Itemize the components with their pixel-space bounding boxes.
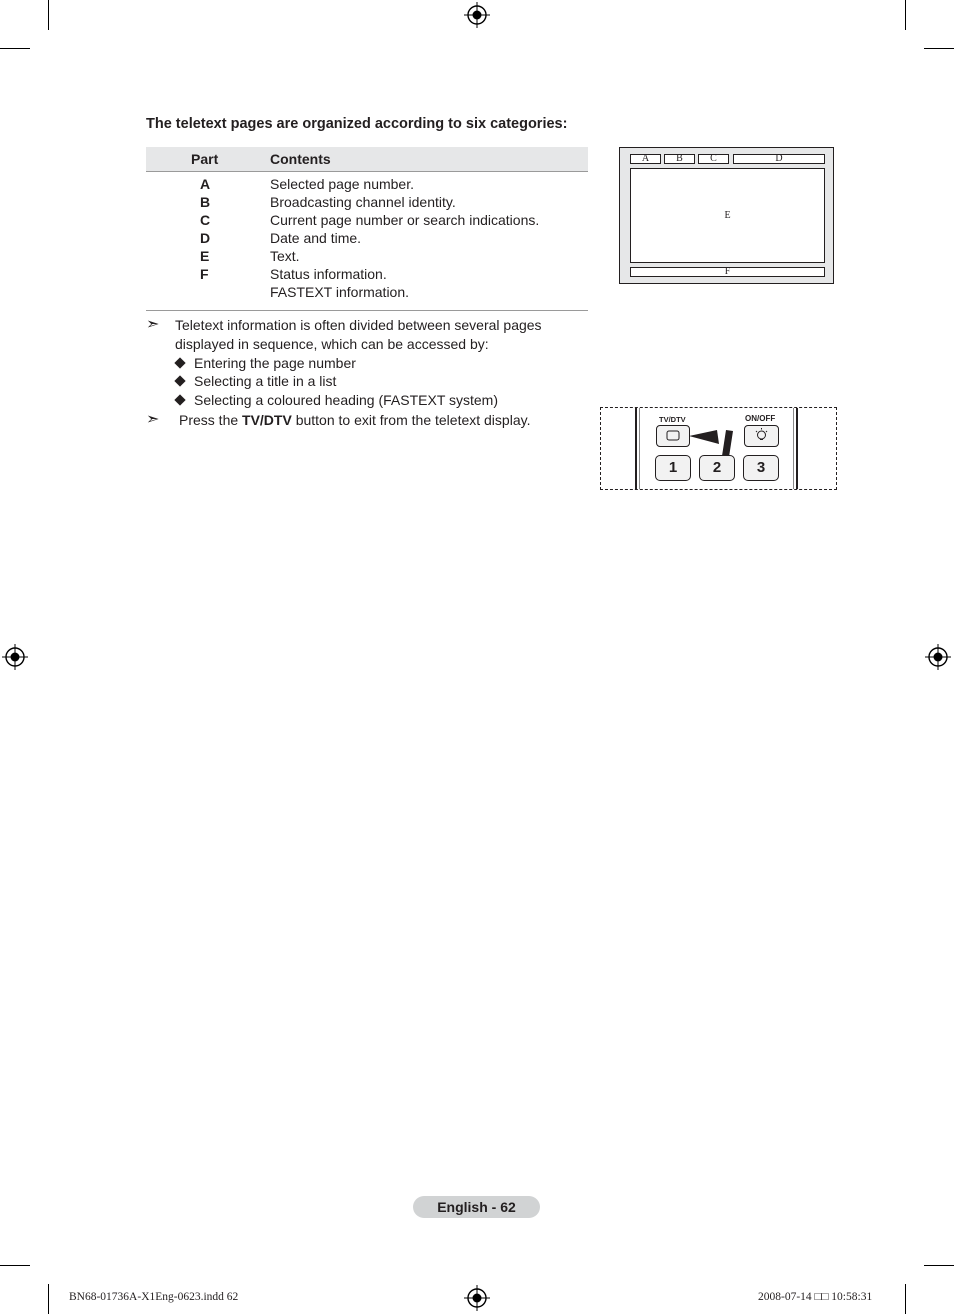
diagram-part-e: E xyxy=(630,168,825,263)
column-header-part: Part xyxy=(191,151,219,167)
part-letter: E xyxy=(200,248,210,264)
tv-icon xyxy=(657,426,689,446)
onoff-button[interactable] xyxy=(744,425,779,447)
part-description: Text. xyxy=(270,248,300,264)
part-description: Date and time. xyxy=(270,230,362,246)
lightbulb-icon xyxy=(745,426,778,446)
section-heading: The teletext pages are organized according to six categories: xyxy=(146,116,568,132)
part-letter: A xyxy=(200,176,211,192)
teletext-layout-diagram xyxy=(619,147,834,284)
page-number-badge: English - 62 xyxy=(413,1196,540,1218)
part-letter: F xyxy=(200,266,209,282)
part-letter: B xyxy=(200,194,211,210)
bullet-item: Entering the page number xyxy=(176,355,356,371)
bullet-item: Selecting a title in a list xyxy=(176,373,336,389)
diagram-part-f: F xyxy=(630,267,825,277)
part-letter: D xyxy=(200,230,211,246)
part-description: Selected page number. xyxy=(270,176,414,192)
number-key-3[interactable]: 3 xyxy=(743,455,779,481)
part-description: Status information. xyxy=(270,266,387,282)
table-header xyxy=(146,147,588,172)
tvdtv-button-name: TV/DTV xyxy=(242,412,292,428)
diamond-bullet-icon xyxy=(174,394,185,405)
registration-mark-icon xyxy=(2,644,28,670)
number-key-2[interactable]: 2 xyxy=(699,455,735,481)
tvdtv-button[interactable] xyxy=(656,425,690,447)
footer-timestamp: 2008-07-14 □□ 10:58:31 xyxy=(758,1291,873,1303)
diamond-bullet-icon xyxy=(174,357,185,368)
diagram-part-c: C xyxy=(698,154,729,164)
diagram-part-b: B xyxy=(664,154,695,164)
diagram-part-d: D xyxy=(733,154,825,164)
note-exit-teletext: ➣ Press the TV/DTV button to exit from the teletext display. xyxy=(146,411,531,428)
part-letter: C xyxy=(200,212,211,228)
registration-mark-icon xyxy=(464,2,490,28)
part-description: Current page number or search indications. xyxy=(270,212,540,228)
note-arrow-icon: ➣ xyxy=(146,316,160,333)
table-body xyxy=(146,172,588,311)
registration-mark-icon xyxy=(464,1285,490,1311)
tvdtv-label: TV/DTV xyxy=(659,415,686,424)
footer-file-info: BN68-01736A-X1Eng-0623.indd 62 xyxy=(69,1291,239,1303)
part-description: FASTEXT information. xyxy=(270,284,410,300)
column-header-contents: Contents xyxy=(270,151,331,167)
diagram-part-a: A xyxy=(630,154,661,164)
note-line: Teletext information is often divided between several pages xyxy=(175,317,542,333)
categories-table xyxy=(146,147,588,311)
onoff-label: ON/OFF xyxy=(745,414,776,423)
part-description: Broadcasting channel identity. xyxy=(270,194,456,210)
note-line: displayed in sequence, which can be accessed by: xyxy=(175,336,489,352)
note-teletext-info xyxy=(146,316,586,356)
number-key-1[interactable]: 1 xyxy=(655,455,691,481)
diamond-bullet-icon xyxy=(174,375,185,386)
registration-mark-icon xyxy=(925,644,951,670)
bullet-item: Selecting a coloured heading (FASTEXT system) xyxy=(176,392,498,408)
remote-control-illustration xyxy=(600,407,837,490)
note-arrow-icon: ➣ xyxy=(146,411,160,428)
